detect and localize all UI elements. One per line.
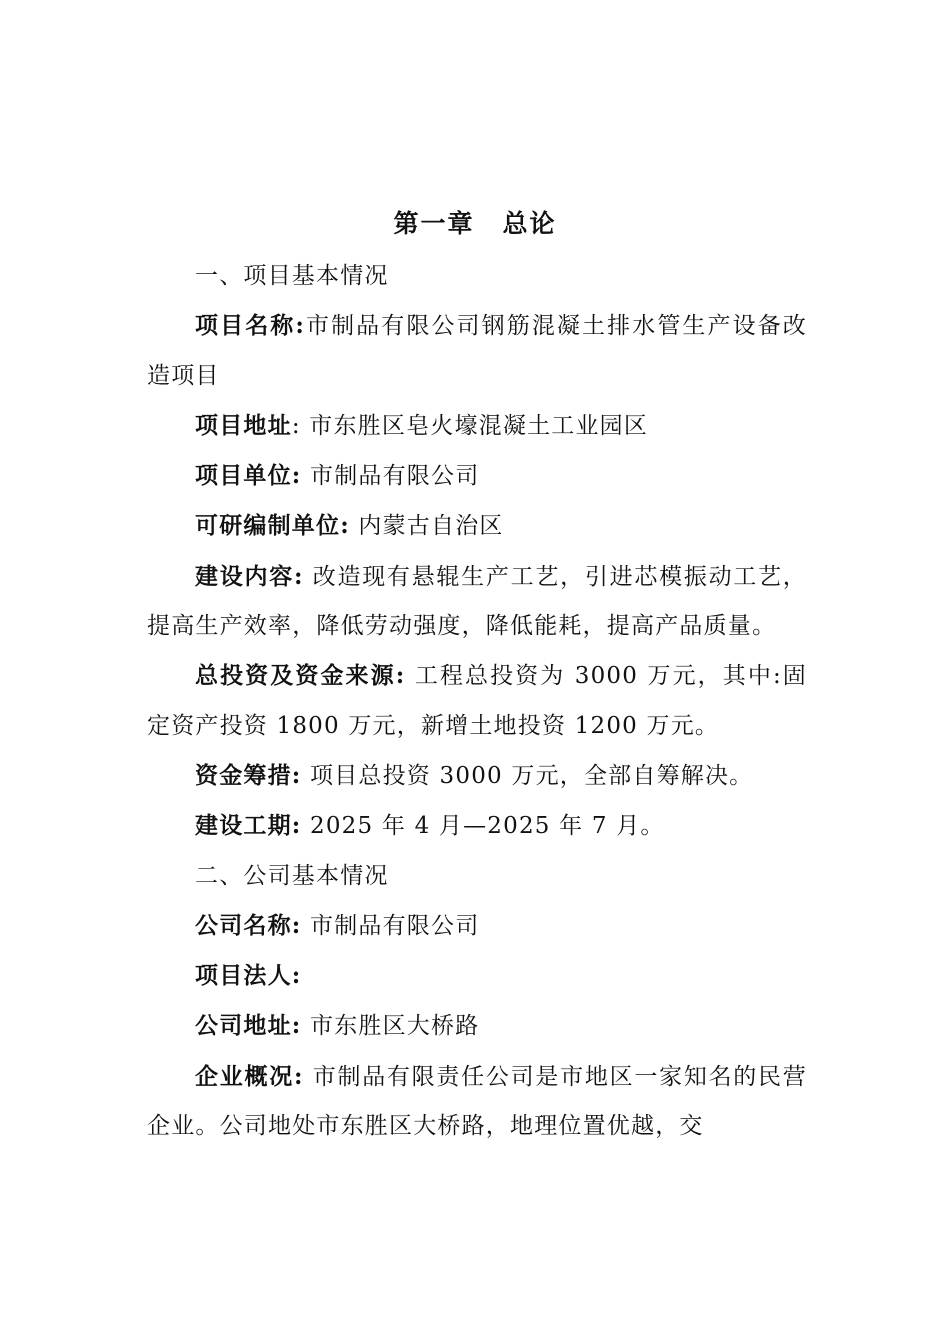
project-address-label: 项目地址 [195,411,292,439]
company-name-value: 市制品有限公司 [301,912,480,939]
feasibility-unit-paragraph [147,501,807,551]
document-body [147,252,807,1151]
construction-period-paragraph [147,801,807,851]
section-heading-company-info: 二、公司基本情况 [195,862,389,889]
construction-content-paragraph [147,552,807,652]
legal-person-paragraph [147,951,807,1001]
legal-person-label: 项目法人: [195,962,302,990]
chapter-name: 总论 [502,209,557,238]
project-unit-value: 市制品有限公司 [301,463,480,490]
project-name-paragraph [147,301,807,401]
company-overview-paragraph [147,1052,807,1152]
company-overview-label: 企业概况: [195,1062,304,1090]
company-address-value: 市东胜区大桥路 [301,1013,480,1040]
feasibility-unit-value: 内蒙古自治区 [349,513,504,540]
fund-raising-label: 资金筹措: [195,761,302,789]
construction-period-value: 2025 年 4 月—2025 年 7 月。 [301,813,665,840]
investment-value: 工程总投资为 3000 万元，其中:固定资产投资 1800 万元，新增土地投资 1200 万元。 [147,663,807,739]
project-name-label: 项目名称: [195,312,306,340]
fund-raising-value: 项目总投资 3000 万元，全部自筹解决。 [301,762,754,789]
fund-raising-paragraph [147,751,807,801]
construction-content-label: 建设内容: [195,562,304,590]
investment-label: 总投资及资金来源: [195,662,406,690]
project-address-paragraph [147,401,807,451]
chapter-title [0,203,950,245]
project-name-value: 市制品有限公司钢筋混凝土排水管生产设备改造项目 [147,313,807,389]
company-name-label: 公司名称: [195,911,302,939]
construction-content-value: 改造现有悬辊生产工艺，引进芯模振动工艺，提高生产效率，降低劳动强度，降低能耗，提高产品质量。 [147,563,807,640]
section-heading-project-info: 一、项目基本情况 [195,263,389,289]
company-address-label: 公司地址: [195,1012,302,1040]
project-address-value: : 市东胜区皂火壕混凝土工业园区 [291,412,649,439]
company-name-paragraph [147,901,807,951]
project-unit-paragraph [147,451,807,501]
chapter-number: 第一章 [393,209,475,238]
project-unit-label: 项目单位: [195,462,302,490]
investment-paragraph [147,651,807,751]
construction-period-label: 建设工期: [195,812,302,840]
company-overview-value: 市制品有限责任公司是市地区一家知名的民营企业。公司地处市东胜区大桥路，地理位置优越，交 [147,1063,807,1140]
company-address-paragraph [147,1001,807,1051]
feasibility-unit-label: 可研编制单位: [195,512,350,540]
